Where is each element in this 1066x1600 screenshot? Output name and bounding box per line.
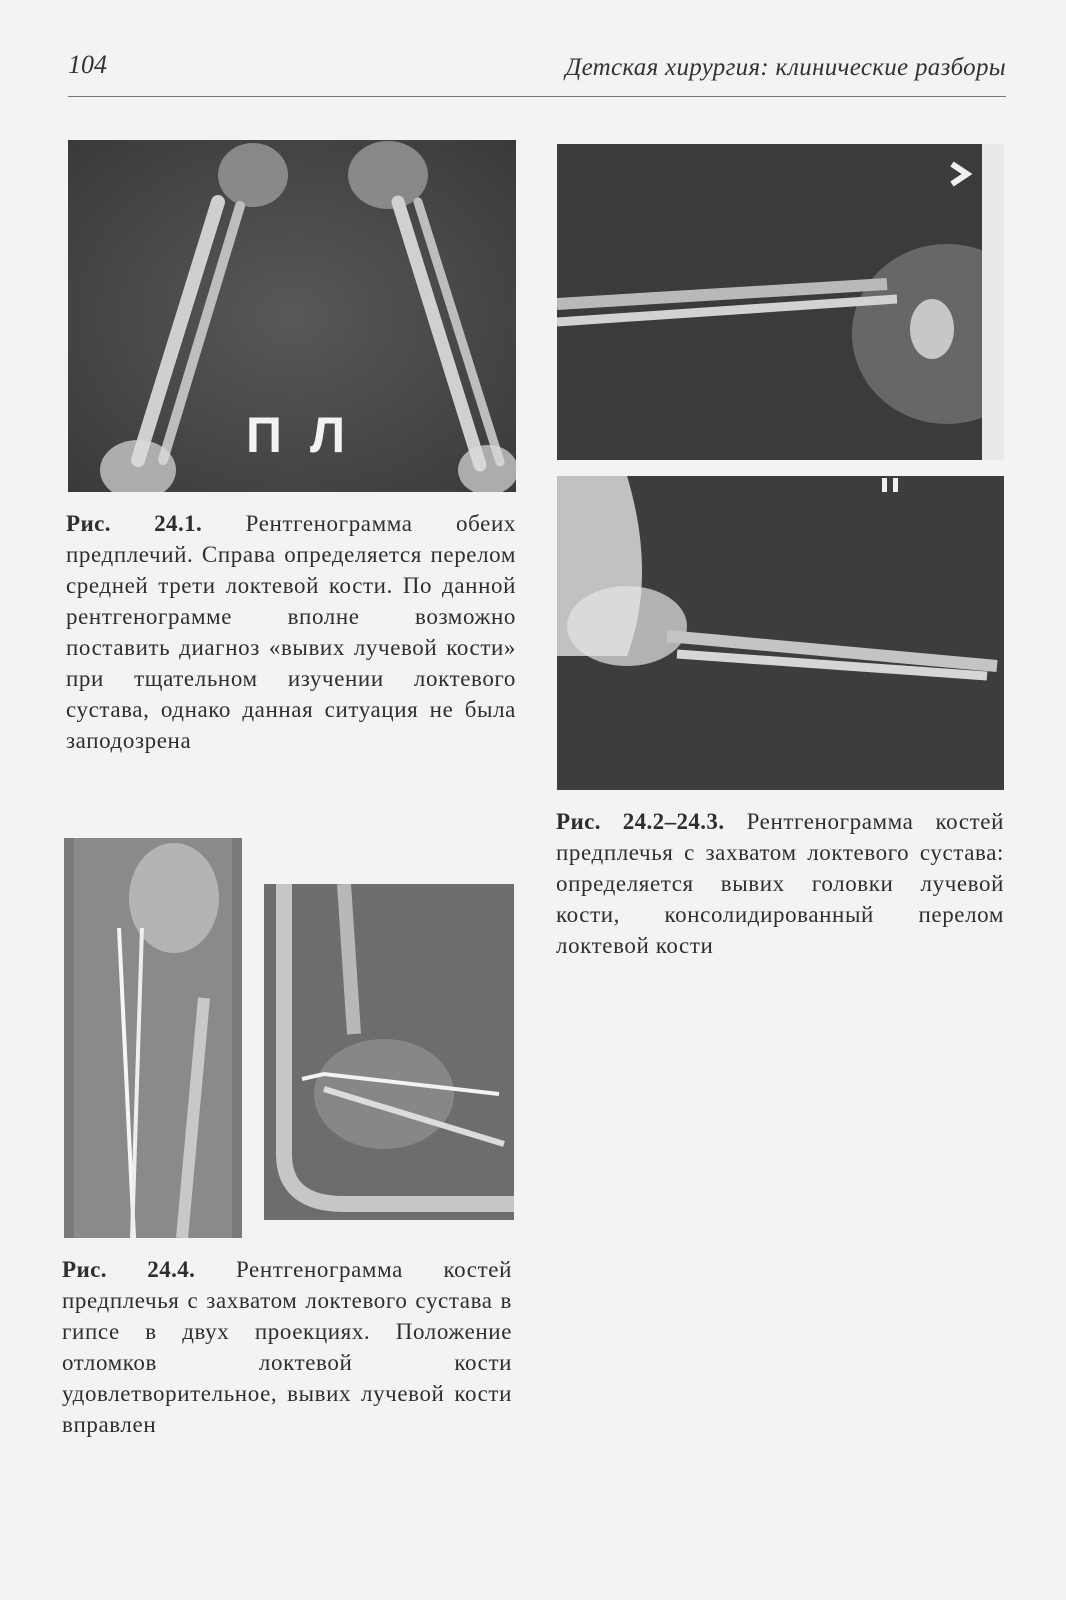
caption-text: Рентгенограмма обеих предплечий. Справа определяется перелом средней трети локтевой кости. По данной рентгенограмме вполне возможно поставить диагноз «вывих лучевой кости» при тщательном изучении локтевого сустава, однако данная ситуация не была заподозрена [66, 511, 516, 753]
caption-text: Рентгенограмма костей предплечья с захватом локтевого сустава: определяется вывих головки лучевой кости, консолидированный перелом локтевой кости [556, 809, 1004, 958]
running-title: Детская хирургия: клинические разборы [565, 54, 1006, 81]
marker-right: П [246, 407, 282, 463]
xray-cast-lateral [264, 884, 514, 1220]
header-rule [68, 96, 1006, 97]
xray-both-forearms [68, 140, 516, 492]
caption-text: Рентгенограмма костей предплечья с захватом локтевого сустава в гипсе в двух проекциях. Положение отломков локтевой кости удовлетворительное, вывих лучевой кости вправлен [62, 1257, 512, 1437]
xray-cast-ap [64, 838, 242, 1238]
caption-label: Рис. 24.2–24.3. [556, 809, 725, 834]
caption-label: Рис. 24.1. [66, 511, 203, 536]
xray-forearm-lateral-1 [557, 144, 1004, 460]
caption-fig-24-4 [62, 1254, 512, 1440]
page-number: 104 [68, 50, 107, 79]
xray-forearm-lateral-2 [557, 476, 1004, 790]
caption-label: Рис. 24.4. [62, 1257, 196, 1282]
marker-left: Л [310, 407, 346, 463]
caption-fig-24-2-3 [556, 806, 1004, 961]
caption-fig-24-1 [66, 508, 516, 756]
